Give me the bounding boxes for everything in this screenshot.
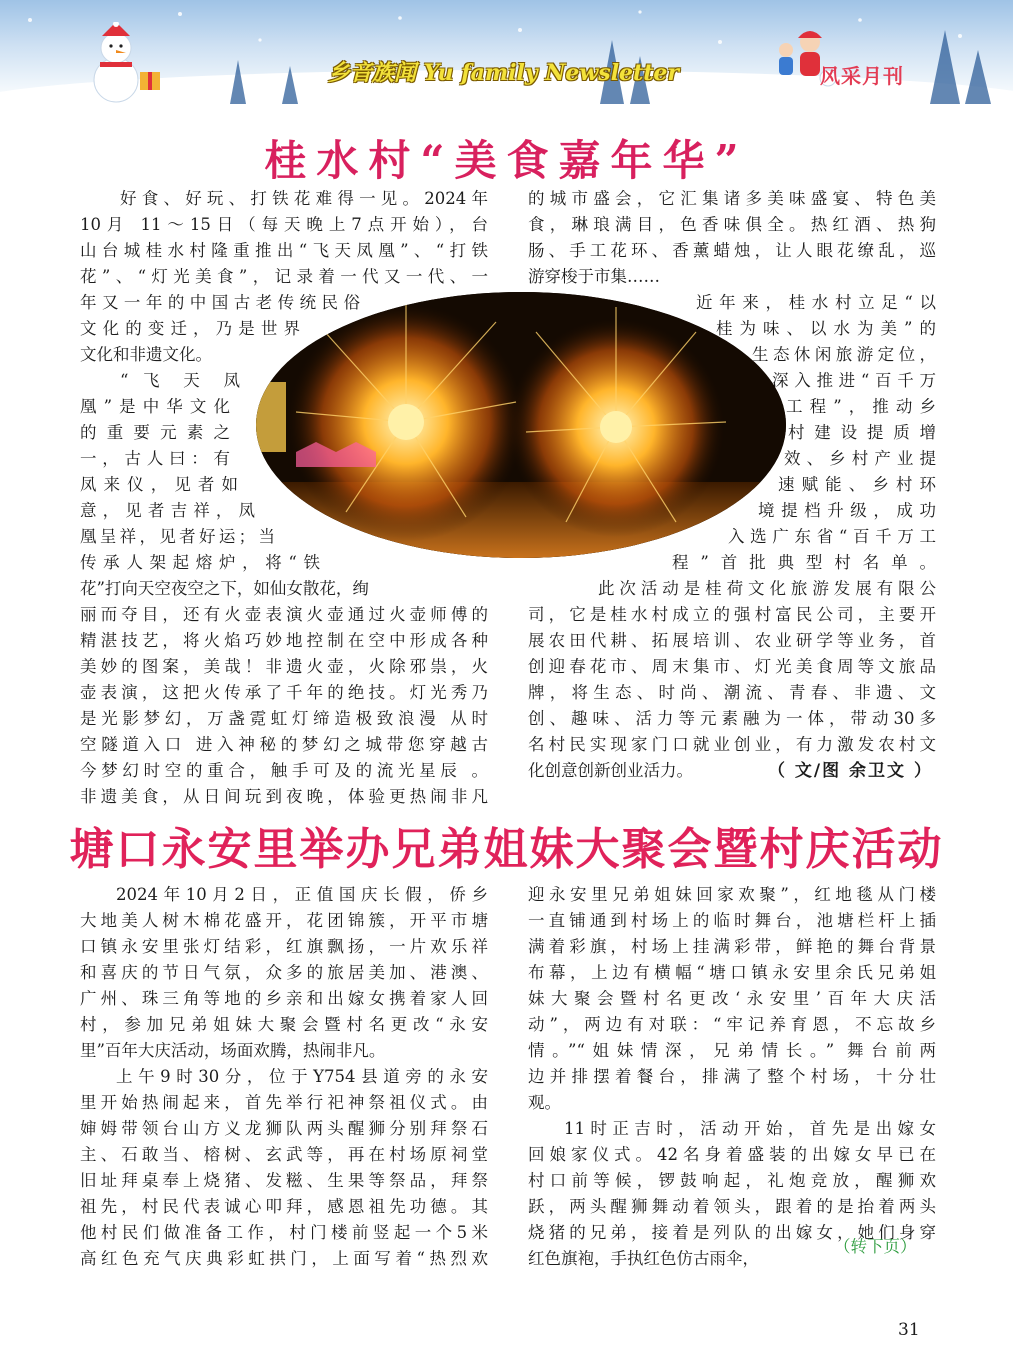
text-line: 和喜庆的节日气氛，众多的旅居美加、港澳、: [80, 963, 488, 982]
text-line: 凤来仪，见者如: [80, 475, 238, 494]
text-line: 回娘家仪式。42名身着盛装的出嫁女早已在: [528, 1145, 936, 1164]
text-line: 的城市盛会，它汇集诸多美味盛宴、特色美: [528, 189, 936, 208]
text-line: 观。: [528, 1093, 561, 1112]
text-line: 高红色充气庆典彩虹拱门，上面写着“热烈欢: [80, 1249, 488, 1268]
text-line: 创、趣味、活力等元素融为一体，带动30多: [528, 709, 936, 728]
text-line: 效、乡村产业提: [784, 449, 936, 468]
text-line: 精湛技艺，将火焰巧妙地控制在空中形成各种: [80, 631, 488, 650]
text-line: 里”百年大庆活动，场面欢腾，热闹非凡。: [80, 1041, 386, 1060]
text-line: 此次活动是桂荷文化旅游发展有限公: [598, 579, 936, 598]
text-line: 村口前等候，锣鼓响起，礼炮竞放，醒狮欢: [528, 1171, 936, 1190]
article1-title: 桂水村“美食嘉年华”: [264, 136, 749, 185]
text-line: 传承人架起熔炉，将“铁: [80, 553, 320, 572]
text-line: 展农田代耕、拓展培训、农业研学等业务，首: [528, 631, 936, 650]
text-line: 文化和非遗文化。: [80, 345, 212, 364]
text-line: 边并排摆着餐台，排满了整个村场，十分壮: [528, 1067, 936, 1086]
text-line: 境提档升级，成功: [758, 501, 936, 520]
text-line: 山台城桂水村隆重推出“飞天凤凰”、“打铁: [80, 241, 488, 260]
text-line: 深入推进“百千万: [772, 371, 936, 390]
text-line: 丽而夺目，还有火壶表演火壶通过火壶师傅的: [80, 605, 488, 624]
text-line: 口镇永安里张灯结彩，红旗飘扬，一片欢乐祥: [80, 937, 488, 956]
text-line: 跃，两头醒狮舞动着领头，跟着的是抬着两头: [528, 1197, 936, 1216]
text-line: 凰”是中华文化: [80, 397, 230, 416]
iron-flower-photo: [256, 292, 786, 558]
text-line: 程”首批典型村名单。: [672, 553, 936, 572]
text-line: 空隧道入口 进入神秘的梦幻之城带您穿越古: [80, 735, 488, 754]
text-line: 红色旗袍，手执红色仿古雨伞，: [528, 1249, 759, 1268]
text-line: 大地美人树木棉花盛开，花团锦簇，开平市塘: [80, 911, 488, 930]
text-line: 一直铺通到村场上的临时舞台，池塘栏杆上插: [528, 911, 936, 930]
text-line: 近年来，桂水村立足“以: [696, 293, 936, 312]
page-number: 31: [898, 1320, 920, 1340]
text-line: 文化的变迁，乃是世界: [80, 319, 300, 338]
text-line: 11时正吉时，活动开始，首先是出嫁女: [564, 1119, 936, 1138]
text-line: 创迎春花市、周末集市、灯光美食周等文旅品: [528, 657, 936, 676]
text-line: 今梦幻时空的重合，触手可及的流光星辰 。: [80, 761, 488, 780]
text-line: 速赋能、乡村环: [778, 475, 936, 494]
text-line: 花”打向天空夜空之下，如仙女散花，绚: [80, 579, 369, 598]
text-line: 美妙的图案，美哉！非遗火壶，火除邪祟，火: [80, 657, 488, 676]
text-line: 村建设提质增: [788, 423, 936, 442]
text-line: 迎永安里兄弟姐妹回家欢聚”，红地毯从门楼: [528, 885, 936, 904]
text-line: 肠、手工花环、香薰蜡烛，让人眼花缭乱，巡: [528, 241, 936, 260]
text-line: 花”、“灯光美食”，记录着一代又一代、一: [80, 267, 488, 286]
text-line: 牌，将生态、时尚、潮流、青春、非遗、文: [528, 683, 936, 702]
header-banner: [0, 0, 1013, 104]
text-line: 名村民实现家门口就业创业，有力激发农村文: [528, 735, 936, 754]
text-line: 妹大聚会暨村名更改‘永安里’百年大庆活: [528, 989, 936, 1008]
text-line: 烧猪的兄弟，接着是列队的出嫁女，她们身穿: [528, 1223, 936, 1242]
text-line: 的重要元素之: [80, 423, 230, 442]
section-tag: 风采月刊: [820, 64, 904, 88]
text-line: 桂为味、以水为美”的: [716, 319, 936, 338]
text-line: 壶表演，这把火传承了千年的绝技。灯光秀乃: [80, 683, 488, 702]
text-line: 游穿梭于市集……: [528, 267, 660, 286]
newsletter-title: 乡音族闻 Yu family Newsletter: [328, 60, 679, 86]
text-line: 布幕，上边有横幅“塘口镇永安里余氏兄弟姐: [528, 963, 936, 982]
article1-credit: （ 文/图 余卫文 ）: [768, 761, 933, 781]
text-line: 祖先，村民代表诚心叩拜，感恩祖先功德。其: [80, 1197, 488, 1216]
fireworks-image: [256, 292, 786, 558]
text-line: 凰呈祥，见者好运；当: [80, 527, 275, 546]
text-line: 工程”，推动乡: [786, 397, 936, 416]
article2-title: 塘口永安里举办兄弟姐妹大聚会暨村庆活动: [69, 824, 944, 875]
text-line: 生态休闲旅游定位，: [752, 345, 936, 364]
text-line: “ 飞 天 凤: [120, 371, 240, 390]
text-line: 婶姆带领台山方义龙狮队两头醒狮分别拜祭石: [80, 1119, 488, 1138]
text-line: 好食、好玩、打铁花难得一见。2024年: [120, 189, 488, 208]
text-line: 是光影梦幻，万盏霓虹灯缔造极致浪漫 从时: [80, 709, 488, 728]
text-line: 上午9时30分，位于Y754县道旁的永安: [116, 1067, 488, 1086]
text-line: 一，古人曰：有: [80, 449, 230, 468]
text-line: 司，它是桂水村成立的强村富民公司，主要开: [528, 605, 936, 624]
text-line: 主、石敢当、榕树、玄武等，再在村场原祠堂: [80, 1145, 488, 1164]
text-line: 2024年10月2日，正值国庆长假，侨乡: [116, 885, 488, 904]
text-line: 满着彩旗，村场上挂满彩带，鲜艳的舞台背景: [528, 937, 936, 956]
text-line: 年又一年的中国古老传统民俗: [80, 293, 360, 312]
text-line: 10月 11～15日（每天晚上7点开始），台: [80, 215, 488, 234]
text-line: 非遗美食，从日间玩到夜晚，体验更热闹非凡: [80, 787, 488, 806]
text-line: 广州、珠三角等地的乡亲和出嫁女携着家人回: [80, 989, 488, 1008]
text-line: 里开始热闹起来，首先举行祀神祭祖仪式。由: [80, 1093, 488, 1112]
text-line: 动”，两边有对联：“牢记养育恩，不忘故乡: [528, 1015, 936, 1034]
text-line: 情。”“姐妹情深，兄弟情长。” 舞台前两: [528, 1041, 936, 1060]
text-line: 他村民们做准备工作，村门楼前竖起一个5米: [80, 1223, 488, 1242]
continued-note: （转下页）: [834, 1237, 917, 1256]
text-line: 意，见者吉祥，凤: [80, 501, 255, 520]
text-line: 入选广东省“百千万工: [728, 527, 936, 546]
text-line: 村，参加兄弟姐妹大聚会暨村名更改“永安: [80, 1015, 488, 1034]
text-line: 食，琳琅满目，色香味俱全。热红酒、热狗: [528, 215, 936, 234]
text-line: 化创意创新创业活力。: [528, 761, 693, 780]
snowman-icon: [78, 22, 168, 104]
text-line: 旧址拜桌奉上烧猪、发糍、生果等祭品，拜祭: [80, 1171, 488, 1190]
